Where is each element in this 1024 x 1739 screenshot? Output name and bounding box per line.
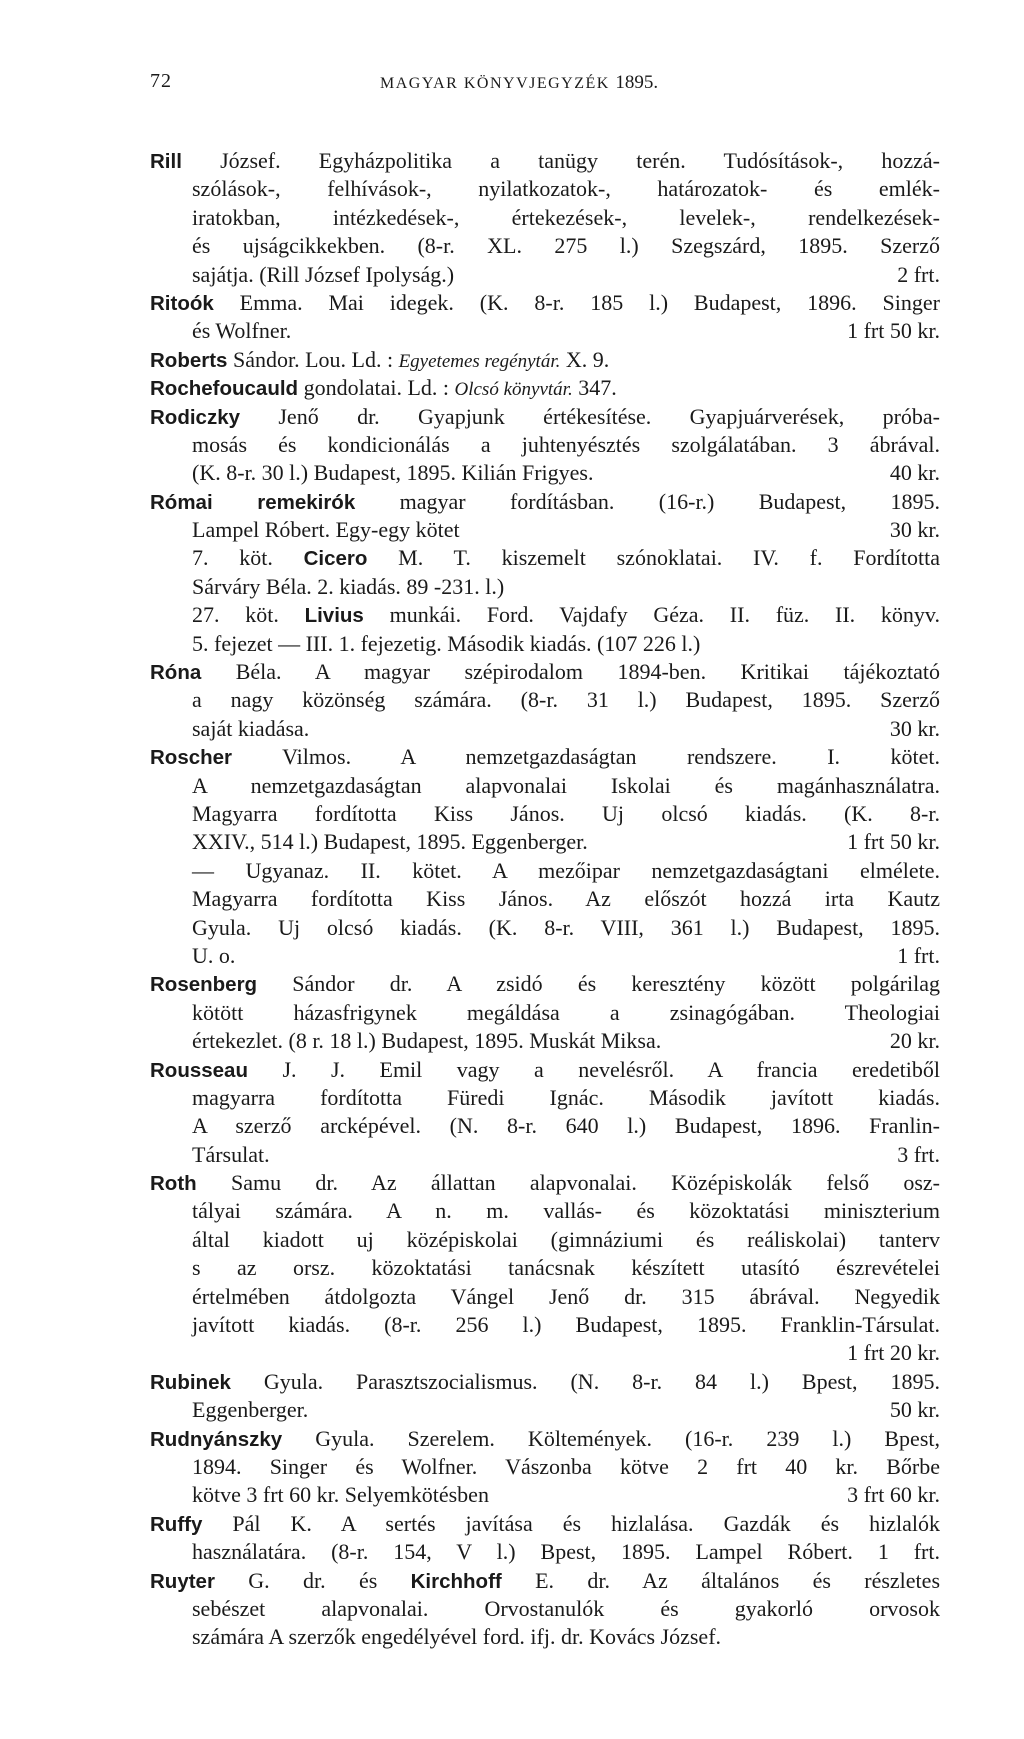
entry-line-with-price [150, 459, 940, 487]
entry-text: 347. [572, 375, 617, 401]
entry-text: J. J. Emil vagy a nevelésről. A francia eredetiből [247, 1056, 940, 1082]
entry-first-line [150, 1567, 940, 1595]
entry-text: Magyarra fordította Kiss János. Uj olcsó kiadás. (K. 8-r. [192, 800, 940, 826]
entry-line [150, 1197, 940, 1225]
entry-line [150, 1283, 940, 1311]
entry-author: Rosenberg [150, 973, 258, 997]
entry-text: 5. fejezet — III. 1. fejezetig. Második kiadás. (107 226 l.) [192, 630, 701, 656]
entry-text: U. o. [192, 942, 236, 968]
entry-first-line [150, 403, 940, 431]
price: 2 frt. [897, 261, 940, 287]
entry-text: G. dr. és [214, 1567, 411, 1593]
entry-author: Ritoók [150, 291, 214, 315]
entry-text: (K. 8-r. 30 l.) Budapest, 1895. Kilián Frigyes. [192, 460, 594, 486]
entry-line-with-price [150, 1481, 940, 1509]
entry-line [150, 1538, 940, 1566]
entry-line [150, 686, 940, 714]
entry-text: Lampel Róbert. Egy-egy kötet [192, 517, 460, 543]
entry-author: Kirchhoff [410, 1569, 502, 1593]
entry-text: a nagy közönség számára. (8-r. 31 l.) Budapest, 1895. Szerző [192, 687, 940, 713]
entry-line [150, 1311, 940, 1339]
volume-number: 27. köt. [192, 602, 305, 628]
entry-text: Samu dr. Az állattan alapvonalai. Középiskolák felső osz- [196, 1170, 940, 1196]
page-number: 72 [150, 70, 172, 92]
entry-text: iratokban, intézkedések-, értekezések-, levelek-, rendelkezések- [192, 204, 940, 230]
entry-text: Gyula. Szerelem. Költemények. (16-r. 239 l.) Bpest, [282, 1425, 940, 1451]
entry-text: értelmében átdolgozta Vángel Jenő dr. 315 ábrával. Negyedik [192, 1283, 940, 1309]
entry-line [150, 1084, 940, 1112]
entry-line [150, 999, 940, 1027]
entry-text: 1894. Singer és Wolfner. Vászonba kötve 2 frt 40 kr. Bőrbe [192, 1453, 940, 1479]
entry-text: XXIV., 514 l.) Budapest, 1895. Eggenberger. [192, 829, 588, 855]
entry-first-line [150, 970, 940, 998]
entry-text: A szerző arcképével. (N. 8-r. 640 l.) Budapest, 1896. Franlin- [192, 1113, 940, 1139]
entry-text: Gyula. Parasztszocialismus. (N. 8-r. 84 l.) Bpest, 1895. [230, 1368, 940, 1394]
entry-text: kötve 3 frt 60 kr. Selyemkötésben [192, 1482, 489, 1508]
entry-text: Magyarra fordította Kiss János. Az előszót hozzá irta Kautz [192, 886, 940, 912]
price: 1 frt 50 kr. [847, 318, 940, 344]
entry-author: Roberts [150, 348, 228, 372]
entry-text: magyar fordításban. (16-r.) Budapest, 1895. [355, 488, 940, 514]
entry-text: József. Egyházpolitika a tanügy terén. Tudósítások-, hozzá- [181, 148, 940, 173]
entry-text: Gyula. Uj olcsó kiadás. (K. 8-r. VIII, 361 l.) Budapest, 1895. [192, 914, 940, 940]
entry-text: E. dr. Az általános és részletes [501, 1567, 940, 1593]
entry-text: Jenő dr. Gyapjunk értékesítése. Gyapjuárverések, próba- [240, 403, 940, 429]
entry-text: saját kiadása. [192, 715, 310, 741]
entry-text: értekezlet. (8 r. 18 l.) Budapest, 1895. Muskát Miksa. [192, 1028, 662, 1054]
entry-text: Pál K. A sertés javítása és hizlalása. Gazdák és hizlalók [202, 1510, 940, 1536]
entry-line-with-price [150, 1141, 940, 1169]
entry-text: M. T. kiszemelt szónoklatai. IV. f. Fordította [367, 545, 940, 571]
entry-text: és ujságcikkekben. (8-r. XL. 275 l.) Szegszárd, 1895. Szerző [192, 233, 940, 259]
entry-line-with-price [150, 942, 940, 970]
entry-text: javított kiadás. (8-r. 256 l.) Budapest, 1895. Franklin-Társulat. [192, 1312, 940, 1338]
running-title [380, 72, 658, 94]
entry-text: Béla. A magyar szépirodalom 1894-ben. Kritikai tájékoztató [201, 659, 940, 685]
price: 30 kr. [889, 517, 940, 543]
price: 50 kr. [889, 1397, 940, 1423]
entry-text: sebészet alapvonalai. Orvostanulók és gyakorló orvosok [192, 1595, 940, 1621]
entry-first-line [150, 1169, 940, 1197]
entry-line-with-price [150, 1396, 940, 1424]
price: 1 frt. [897, 942, 940, 968]
price: 40 kr. [889, 460, 940, 486]
entry-author: Róna [150, 661, 202, 685]
price: 3 frt 60 kr. [847, 1482, 940, 1508]
entry-line [150, 914, 940, 942]
entry-author: Ruffy [150, 1512, 203, 1536]
entry-line-with-price [150, 828, 940, 856]
entry-first-line [150, 1510, 940, 1538]
entry-first-line [150, 1425, 940, 1453]
entry-line-with-price [150, 516, 940, 544]
entry-author: Római remekirók [150, 490, 356, 514]
entry-text: — Ugyanaz. II. kötet. A mezőipar nemzetgazdaságtani elmélete. [192, 857, 940, 883]
entry-author: Cicero [303, 547, 368, 571]
entry-author: Rodiczky [150, 405, 240, 429]
entry-line [150, 175, 940, 203]
volume-number: 7. köt. [192, 545, 304, 571]
entry-text: Vilmos. A nemzetgazdaságtan rendszere. I. kötet. [232, 744, 940, 770]
entry-line [150, 1595, 940, 1623]
entry-text: munkái. Ford. Vajdafy Géza. II. füz. II. könyv. [363, 602, 940, 628]
entry-text: X. 9. [560, 346, 610, 372]
price: 3 frt. [897, 1141, 940, 1167]
entry-first-line [150, 743, 940, 771]
entry-author: Rudnyánszky [150, 1427, 283, 1451]
entry-price-line [150, 1339, 940, 1367]
entry-line-with-price [150, 715, 940, 743]
entry-text: mosás és kondicionálás a juhtenyésztés szolgálatában. 3 ábrával. [192, 431, 940, 457]
entry-line [150, 800, 940, 828]
entry-line-with-price [150, 261, 940, 289]
entry-first-line [150, 1056, 940, 1084]
entry-line [150, 544, 940, 572]
entry-text: kötött házasfrigynek megáldása a zsinagógában. Theologiai [192, 999, 940, 1025]
entry-line [150, 885, 940, 913]
entry-line [150, 1453, 940, 1481]
entry-text: magyarra fordította Füredi Ignác. Második javított kiadás. [192, 1084, 940, 1110]
entry-author: Ruyter [150, 1569, 215, 1593]
entry-text: sajátja. (Rill József Ipolyság.) [192, 261, 455, 287]
catalog-entries [150, 147, 940, 1652]
entry-line [150, 857, 940, 885]
entry-text: Sárváry Béla. 2. kiadás. 89 -231. l.) [192, 573, 505, 599]
entry-author: Rochefoucauld [150, 377, 299, 401]
entry-author: Roth [150, 1172, 197, 1196]
entry-line [150, 1226, 940, 1254]
entry-first-line [150, 289, 940, 317]
entry-line-with-price [150, 317, 940, 345]
entry-text: s az orsz. közoktatási tanácsnak készített utasító észrevételei [192, 1255, 940, 1281]
entry-text: tályai számára. A n. m. vallás- és közoktatási miniszterium [192, 1198, 940, 1224]
entry-text: Sándor. Lou. Ld. : [227, 346, 399, 372]
catalog-title: MAGYAR KÖNYVJEGYZÉK [380, 75, 610, 92]
series-title: Egyetemes regénytár. [398, 350, 561, 372]
entry-text: Eggenberger. [192, 1397, 309, 1423]
entry-line [150, 630, 940, 658]
running-head [150, 70, 940, 100]
entry-text: szólások-, felhívások-, nyilatkozatok-, határozatok- és emlék- [192, 176, 940, 202]
price: 1 frt 50 kr. [847, 829, 940, 855]
entry-text: Emma. Mai idegek. (K. 8-r. 185 l.) Budapest, 1896. Singer [213, 289, 940, 315]
entry-line [150, 573, 940, 601]
entry-author: Rubinek [150, 1370, 231, 1394]
entry-author: Rill [150, 150, 182, 173]
entry-first-line [150, 488, 940, 516]
entry-first-line [150, 147, 940, 175]
entry-text: Társulat. [192, 1141, 270, 1167]
entry-text: és Wolfner. [192, 318, 292, 344]
entry-text: használatára. (8-r. 154, V l.) Bpest, 1895. Lampel Róbert. 1 frt. [192, 1539, 940, 1565]
entry-line [150, 232, 940, 260]
entry-author: Roscher [150, 746, 233, 770]
entry-line [150, 204, 940, 232]
entry-first-line [150, 346, 940, 374]
entry-line [150, 1112, 940, 1140]
entry-line [150, 772, 940, 800]
entry-first-line [150, 1368, 940, 1396]
entry-author: Livius [304, 604, 364, 628]
entry-line [150, 1623, 940, 1651]
entry-text: A nemzetgazdaságtan alapvonalai Iskolai és magánhasználatra. [192, 772, 940, 798]
catalog-year: 1895. [615, 72, 659, 93]
entry-text: által kiadott uj középiskolai (gimnáziumi és reáliskolai) tanterv [192, 1226, 940, 1252]
entry-author: Rousseau [150, 1058, 248, 1082]
entry-line-with-price [150, 1027, 940, 1055]
entry-text: Sándor dr. A zsidó és keresztény között polgárilag [257, 971, 940, 997]
entry-line [150, 1254, 940, 1282]
entry-line [150, 431, 940, 459]
price: 20 kr. [889, 1028, 940, 1054]
entry-text: gondolatai. Ld. : [298, 375, 455, 401]
entry-line [150, 601, 940, 629]
price: 30 kr. [889, 715, 940, 741]
entry-first-line [150, 658, 940, 686]
entry-first-line [150, 374, 940, 402]
price: 1 frt 20 kr. [847, 1340, 940, 1366]
series-title: Olcsó könyvtár. [454, 379, 573, 401]
entry-text: számára A szerzők engedélyével ford. ifj. dr. Kovács József. [192, 1624, 722, 1650]
